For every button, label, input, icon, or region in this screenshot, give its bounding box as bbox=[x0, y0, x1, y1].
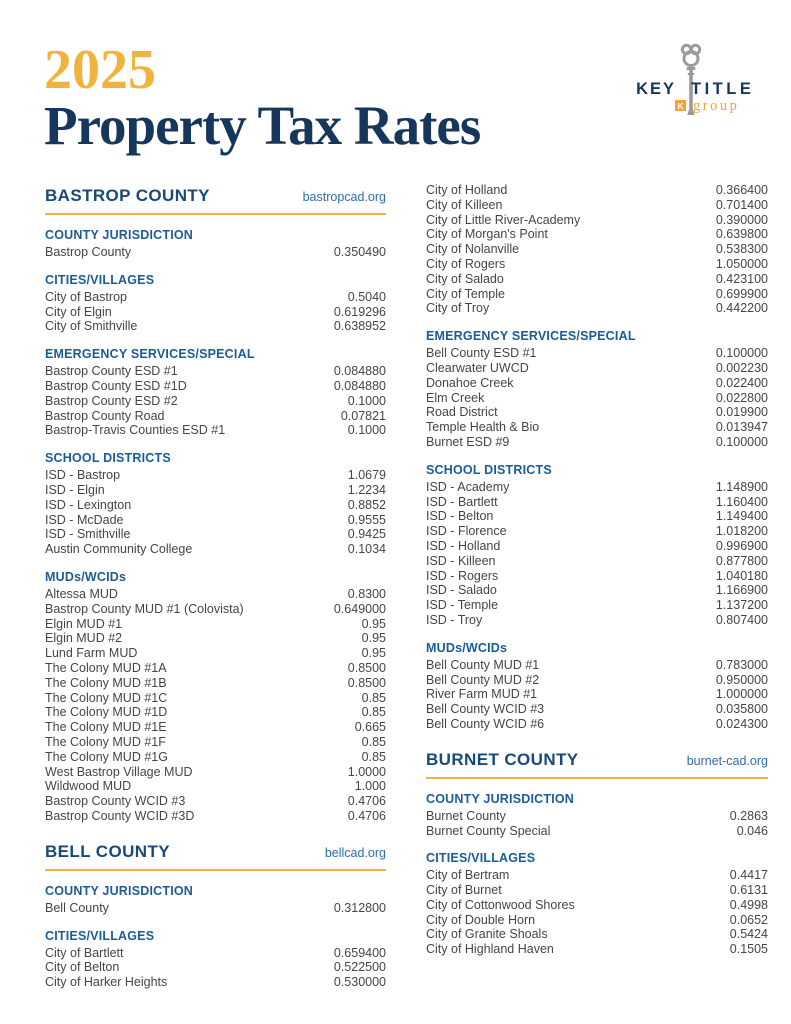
rate-row bbox=[45, 602, 386, 617]
rate-row bbox=[426, 435, 768, 450]
rate-row bbox=[45, 779, 386, 794]
rate-label: Austin Community College bbox=[45, 542, 193, 557]
left-column bbox=[45, 186, 386, 990]
rate-value: 0.639800 bbox=[715, 227, 768, 242]
rate-value: 1.000 bbox=[354, 779, 386, 794]
rate-value: 0.85 bbox=[361, 734, 386, 749]
rate-value: 0.9555 bbox=[347, 512, 386, 527]
county-header bbox=[45, 186, 386, 215]
rate-value: 0.85 bbox=[361, 705, 386, 720]
rate-row bbox=[426, 883, 768, 898]
rate-label: West Bastrop Village MUD bbox=[45, 764, 193, 779]
rate-label: The Colony MUD #1B bbox=[45, 675, 167, 690]
rate-label: The Colony MUD #1F bbox=[45, 734, 166, 749]
rate-row bbox=[45, 379, 386, 394]
rate-row bbox=[45, 946, 386, 961]
rate-label: Bastrop County Road bbox=[45, 408, 165, 423]
rate-row bbox=[45, 794, 386, 809]
year-label: 2025 bbox=[44, 39, 156, 101]
rate-value: 0.5040 bbox=[347, 289, 386, 304]
county-name: BASTROP COUNTY bbox=[45, 186, 210, 205]
rate-label: ISD - McDade bbox=[45, 512, 124, 527]
rate-row bbox=[426, 658, 768, 673]
rate-label: Bell County WCID #6 bbox=[426, 716, 545, 731]
rate-value: 1.000000 bbox=[715, 687, 768, 702]
rate-row bbox=[426, 227, 768, 242]
rate-label: Elgin MUD #1 bbox=[45, 616, 123, 631]
rate-row bbox=[45, 975, 386, 990]
rate-value: 0.649000 bbox=[333, 601, 386, 616]
rate-row bbox=[45, 290, 386, 305]
rate-value: 0.950000 bbox=[715, 672, 768, 687]
county-website-link[interactable]: bastropcad.org bbox=[302, 190, 386, 204]
rate-row bbox=[426, 942, 768, 957]
rate-row bbox=[45, 661, 386, 676]
rate-value: 0.4706 bbox=[347, 794, 386, 809]
rate-label: ISD - Elgin bbox=[45, 482, 105, 497]
rate-label: City of Bertram bbox=[426, 868, 510, 883]
rate-value: 1.149400 bbox=[715, 509, 768, 524]
rate-row bbox=[426, 509, 768, 524]
rate-row bbox=[45, 901, 386, 916]
rate-value: 0.1034 bbox=[347, 542, 386, 557]
rate-value: 0.5424 bbox=[729, 927, 768, 942]
rate-label: Bell County MUD #2 bbox=[426, 672, 540, 687]
rate-section bbox=[45, 569, 386, 824]
rate-row bbox=[426, 868, 768, 883]
rate-row bbox=[45, 587, 386, 602]
rate-section bbox=[426, 462, 768, 628]
county-website-link[interactable]: burnet-cad.org bbox=[686, 753, 768, 768]
rate-row bbox=[45, 646, 386, 661]
section-heading: SCHOOL DISTRICTS bbox=[426, 462, 552, 477]
page-title: Property Tax Rates bbox=[44, 95, 481, 156]
rate-label: City of Double Horn bbox=[426, 912, 536, 927]
rate-row bbox=[426, 583, 768, 598]
rate-row bbox=[426, 346, 768, 361]
rate-value: 0.522500 bbox=[333, 960, 386, 975]
rate-label: Bastrop County bbox=[45, 245, 132, 259]
rate-value: 0.8852 bbox=[347, 497, 386, 512]
rate-row bbox=[45, 720, 386, 735]
section-heading: CITIES/VILLAGES bbox=[45, 272, 155, 287]
rate-value: 0.002230 bbox=[715, 360, 768, 375]
rate-label: Road District bbox=[426, 405, 498, 420]
rate-value: 0.046 bbox=[736, 823, 768, 838]
rate-row bbox=[45, 735, 386, 750]
rate-value: 0.783000 bbox=[715, 657, 768, 672]
county-name: BELL COUNTY bbox=[45, 841, 170, 861]
rate-label: ISD - Florence bbox=[426, 524, 507, 539]
rate-row bbox=[45, 631, 386, 646]
section-heading: EMERGENCY SERVICES/SPECIAL bbox=[45, 347, 255, 362]
right-column bbox=[426, 183, 768, 957]
key-title-group-logo bbox=[629, 42, 767, 120]
rate-value: 1.0679 bbox=[347, 468, 386, 483]
section-heading: COUNTY JURISDICTION bbox=[45, 228, 194, 242]
rate-value: 1.148900 bbox=[715, 479, 768, 494]
rate-section bbox=[426, 183, 768, 316]
rate-value: 0.100000 bbox=[715, 434, 768, 449]
rate-value: 0.350490 bbox=[333, 245, 386, 259]
rate-label: City of Cottonwood Shores bbox=[426, 897, 575, 912]
rate-label: Bell County MUD #1 bbox=[426, 657, 540, 672]
rate-value: 0.701400 bbox=[715, 197, 768, 212]
rate-row bbox=[45, 542, 386, 557]
county-website-link[interactable]: bellcad.org bbox=[324, 845, 386, 860]
rate-label: ISD - Belton bbox=[426, 509, 494, 524]
rate-value: 1.0000 bbox=[347, 764, 386, 779]
section-heading: SCHOOL DISTRICTS bbox=[45, 451, 171, 466]
rate-row bbox=[426, 717, 768, 732]
rate-row bbox=[426, 287, 768, 302]
rate-label: ISD - Rogers bbox=[426, 568, 499, 583]
rate-value: 0.366400 bbox=[715, 183, 768, 197]
rate-section bbox=[45, 346, 386, 438]
rate-label: River Farm MUD #1 bbox=[426, 687, 538, 702]
rate-value: 0.4998 bbox=[729, 897, 768, 912]
rate-label: Altessa MUD bbox=[45, 586, 118, 601]
rate-value: 0.6131 bbox=[729, 883, 768, 898]
rate-row bbox=[45, 483, 386, 498]
county-header bbox=[45, 842, 386, 871]
rate-value: 0.665 bbox=[354, 720, 386, 735]
rate-section bbox=[45, 272, 386, 334]
rate-label: City of Belton bbox=[45, 960, 120, 975]
logo-title-word: TITLE bbox=[691, 80, 755, 98]
rate-row bbox=[426, 376, 768, 391]
rate-value: 1.2234 bbox=[347, 482, 386, 497]
rate-row bbox=[426, 898, 768, 913]
rate-label: Clearwater UWCD bbox=[426, 360, 529, 375]
rate-label: City of Elgin bbox=[45, 304, 112, 319]
rate-row bbox=[45, 394, 386, 409]
rate-value: 0.4417 bbox=[729, 868, 768, 883]
rate-section bbox=[45, 227, 386, 260]
rate-section bbox=[45, 883, 386, 916]
rate-label: ISD - Troy bbox=[426, 612, 483, 627]
rate-section bbox=[426, 328, 768, 450]
section-heading: COUNTY JURISDICTION bbox=[426, 791, 575, 806]
rate-value: 0.390000 bbox=[715, 212, 768, 227]
rate-label: City of Holland bbox=[426, 183, 508, 197]
rate-label: Lund Farm MUD bbox=[45, 646, 138, 661]
county-header bbox=[426, 750, 768, 779]
rate-row bbox=[426, 361, 768, 376]
rate-row bbox=[45, 305, 386, 320]
rate-value: 0.084880 bbox=[333, 364, 386, 379]
rate-label: City of Highland Haven bbox=[426, 942, 554, 957]
rate-section bbox=[45, 928, 386, 990]
rate-value: 0.312800 bbox=[333, 900, 386, 915]
rate-row bbox=[426, 687, 768, 702]
rate-value: 0.996900 bbox=[715, 538, 768, 553]
rate-row bbox=[426, 539, 768, 554]
rate-label: Bastrop County MUD #1 (Colovista) bbox=[45, 601, 244, 616]
rate-label: Burnet County Special bbox=[426, 823, 551, 838]
rate-label: City of Granite Shoals bbox=[426, 927, 548, 942]
logo-k-badge: K bbox=[675, 100, 686, 111]
rate-label: City of Rogers bbox=[426, 256, 506, 271]
rate-row bbox=[426, 598, 768, 613]
rate-row bbox=[426, 198, 768, 213]
rate-row bbox=[45, 617, 386, 632]
page-header bbox=[44, 39, 481, 156]
rate-value: 0.1000 bbox=[347, 393, 386, 408]
section-heading: MUDs/WCIDs bbox=[426, 640, 508, 655]
rate-value: 0.022800 bbox=[715, 390, 768, 405]
rate-label: Elm Creek bbox=[426, 390, 485, 405]
rate-row bbox=[45, 245, 386, 260]
rate-value: 0.035800 bbox=[715, 702, 768, 717]
rate-value: 0.022400 bbox=[715, 375, 768, 390]
rate-value: 1.050000 bbox=[715, 256, 768, 271]
rate-value: 1.018200 bbox=[715, 524, 768, 539]
section-heading: MUDs/WCIDs bbox=[45, 569, 127, 584]
rate-row bbox=[426, 524, 768, 539]
rate-label: ISD - Bartlett bbox=[426, 494, 498, 509]
rate-row bbox=[426, 569, 768, 584]
rate-label: ISD - Bastrop bbox=[45, 468, 121, 483]
rate-value: 0.9425 bbox=[347, 527, 386, 542]
rate-value: 0.95 bbox=[361, 616, 386, 631]
rate-section bbox=[45, 450, 386, 557]
rate-label: City of Bastrop bbox=[45, 289, 127, 304]
rate-label: ISD - Temple bbox=[426, 598, 499, 613]
section-heading: CITIES/VILLAGES bbox=[45, 928, 155, 943]
rate-row bbox=[426, 242, 768, 257]
rate-row bbox=[426, 257, 768, 272]
rate-value: 0.423100 bbox=[715, 271, 768, 286]
rate-value: 0.8500 bbox=[347, 675, 386, 690]
rate-value: 0.95 bbox=[361, 646, 386, 661]
rate-section bbox=[426, 791, 768, 839]
rate-label: City of Bartlett bbox=[45, 945, 124, 960]
rate-label: Temple Health & Bio bbox=[426, 420, 540, 435]
rate-value: 0.95 bbox=[361, 631, 386, 646]
rate-label: Wildwood MUD bbox=[45, 779, 132, 794]
rate-label: Elgin MUD #2 bbox=[45, 631, 123, 646]
rate-row bbox=[426, 913, 768, 928]
logo-group-word: group bbox=[693, 98, 740, 114]
rate-row bbox=[426, 673, 768, 688]
rate-row bbox=[426, 213, 768, 228]
rate-label: Bastrop County ESD #2 bbox=[45, 393, 178, 408]
rate-row bbox=[45, 809, 386, 824]
section-heading: EMERGENCY SERVICES/SPECIAL bbox=[426, 329, 636, 344]
rate-value: 0.877800 bbox=[715, 553, 768, 568]
rate-value: 1.040180 bbox=[715, 568, 768, 583]
rate-value: 0.659400 bbox=[333, 945, 386, 960]
section-heading: CITIES/VILLAGES bbox=[426, 851, 536, 866]
rate-label: ISD - Smithville bbox=[45, 527, 131, 542]
rate-label: City of Smithville bbox=[45, 319, 138, 334]
rate-value: 0.019900 bbox=[715, 405, 768, 420]
rate-row bbox=[45, 527, 386, 542]
rate-label: Bastrop-Travis Counties ESD #1 bbox=[45, 423, 226, 438]
rate-value: 0.0652 bbox=[729, 912, 768, 927]
rate-value: 0.1505 bbox=[729, 942, 768, 957]
rate-value: 0.85 bbox=[361, 690, 386, 705]
rate-row bbox=[45, 423, 386, 438]
rate-value: 0.2863 bbox=[729, 808, 768, 823]
rate-label: City of Little River-Academy bbox=[426, 212, 581, 227]
rate-value: 0.638952 bbox=[333, 319, 386, 334]
rate-row bbox=[45, 691, 386, 706]
rate-row bbox=[45, 468, 386, 483]
rate-row bbox=[45, 364, 386, 379]
rate-row bbox=[426, 420, 768, 435]
rate-label: ISD - Killeen bbox=[426, 553, 496, 568]
rate-label: City of Salado bbox=[426, 271, 504, 286]
rate-value: 0.530000 bbox=[333, 975, 386, 990]
rate-row bbox=[426, 391, 768, 406]
rate-row bbox=[426, 301, 768, 316]
rate-value: 0.442200 bbox=[715, 301, 768, 316]
rate-row bbox=[426, 554, 768, 569]
rate-row bbox=[426, 824, 768, 839]
section-heading: COUNTY JURISDICTION bbox=[45, 883, 194, 898]
rate-row bbox=[45, 705, 386, 720]
county-name: BURNET COUNTY bbox=[426, 749, 579, 769]
rate-label: Bastrop County WCID #3 bbox=[45, 794, 186, 809]
rate-row bbox=[426, 927, 768, 942]
rate-label: City of Nolanville bbox=[426, 242, 520, 257]
rate-value: 0.699900 bbox=[715, 286, 768, 301]
rate-value: 0.85 bbox=[361, 749, 386, 764]
rate-section bbox=[426, 850, 768, 957]
rate-row bbox=[426, 809, 768, 824]
rate-value: 0.024300 bbox=[715, 716, 768, 731]
rate-label: City of Troy bbox=[426, 301, 490, 316]
rate-label: Bell County ESD #1 bbox=[426, 346, 537, 361]
rate-label: Bell County bbox=[45, 900, 109, 915]
rate-label: City of Harker Heights bbox=[45, 975, 168, 990]
rate-row bbox=[426, 183, 768, 198]
rate-value: 1.160400 bbox=[715, 494, 768, 509]
rate-row bbox=[45, 750, 386, 765]
rate-label: Donahoe Creek bbox=[426, 375, 514, 390]
rate-value: 0.619296 bbox=[333, 304, 386, 319]
rate-value: 0.538300 bbox=[715, 242, 768, 257]
rate-value: 0.013947 bbox=[715, 420, 768, 435]
rate-label: Bastrop County WCID #3D bbox=[45, 808, 195, 823]
rate-row bbox=[426, 495, 768, 510]
rate-label: Bastrop County ESD #1 bbox=[45, 364, 178, 379]
rate-label: Bell County WCID #3 bbox=[426, 702, 545, 717]
rate-label: ISD - Lexington bbox=[45, 497, 132, 512]
rate-value: 0.8500 bbox=[347, 660, 386, 675]
rate-value: 0.8300 bbox=[347, 586, 386, 601]
rate-label: The Colony MUD #1D bbox=[45, 705, 168, 720]
rate-row bbox=[45, 676, 386, 691]
rate-label: ISD - Holland bbox=[426, 538, 501, 553]
rate-value: 0.07821 bbox=[340, 408, 386, 423]
rate-row bbox=[45, 960, 386, 975]
rate-section bbox=[426, 640, 768, 732]
rate-label: Burnet ESD #9 bbox=[426, 434, 510, 449]
rate-row bbox=[426, 702, 768, 717]
rate-label: The Colony MUD #1E bbox=[45, 720, 167, 735]
rate-label: City of Temple bbox=[426, 286, 505, 301]
rate-value: 0.1000 bbox=[347, 423, 386, 438]
rate-row bbox=[45, 513, 386, 528]
rate-row bbox=[45, 498, 386, 513]
rate-value: 0.807400 bbox=[715, 612, 768, 627]
rate-value: 1.137200 bbox=[715, 598, 768, 613]
rate-row bbox=[426, 272, 768, 287]
rate-row bbox=[45, 765, 386, 780]
rate-label: ISD - Salado bbox=[426, 583, 497, 598]
rate-label: The Colony MUD #1C bbox=[45, 690, 168, 705]
rate-label: The Colony MUD #1G bbox=[45, 749, 168, 764]
rate-label: Bastrop County ESD #1D bbox=[45, 378, 187, 393]
rate-label: City of Killeen bbox=[426, 197, 503, 212]
rate-label: The Colony MUD #1A bbox=[45, 660, 167, 675]
rate-label: Burnet County bbox=[426, 808, 506, 823]
rate-row bbox=[45, 319, 386, 334]
rate-row bbox=[426, 405, 768, 420]
rate-row bbox=[45, 409, 386, 424]
rate-value: 0.100000 bbox=[715, 346, 768, 361]
rate-value: 0.084880 bbox=[333, 378, 386, 393]
rate-label: City of Burnet bbox=[426, 883, 502, 898]
rate-row bbox=[426, 480, 768, 495]
logo-key-word: KEY bbox=[636, 80, 676, 98]
rate-row bbox=[426, 613, 768, 628]
rate-value: 0.4706 bbox=[347, 808, 386, 823]
rate-value: 1.166900 bbox=[715, 583, 768, 598]
rate-label: ISD - Academy bbox=[426, 479, 510, 494]
rate-label: City of Morgan's Point bbox=[426, 227, 548, 242]
